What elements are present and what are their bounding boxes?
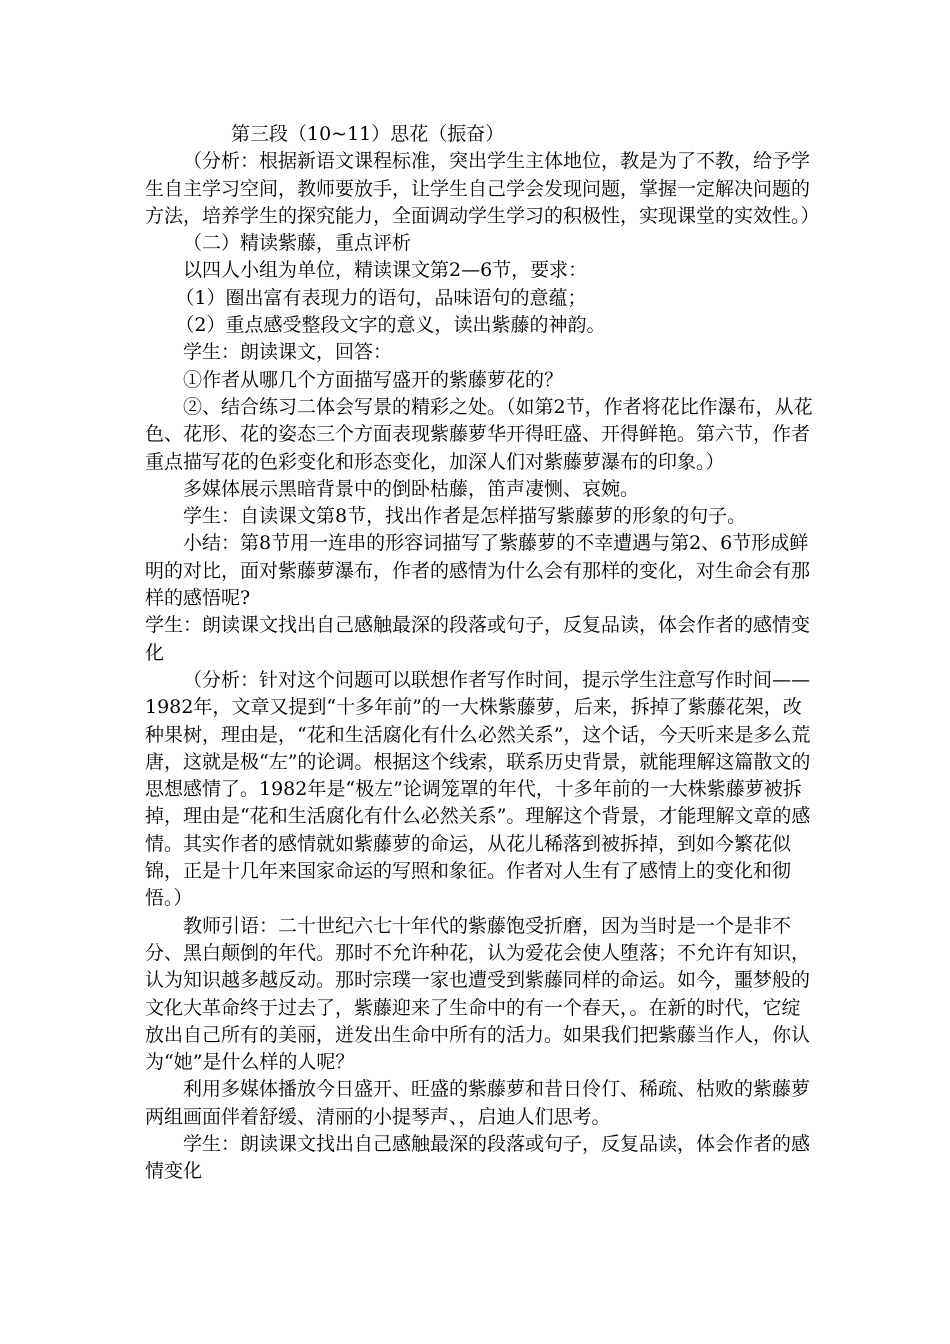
teacher-introduction: 教师引语：二十世纪六七十年代的紫藤饱受折磨，因为当时是一个是非不分、黑白颠倒的年代。那时不允许种花，认为爱花会使人堕落；不允许有知识，认为知识越多越反动。那时宗璞一家也遭受到紫藤同样的命运。如今，噩梦般的文化大革命终于过去了，紫藤迎来了生命中的有一个春天，。在新的时代，它绽放出自己所有的美丽，迸发出生命中所有的活力。如果我们把紫藤当作人，你认为“她”是什么样的人呢？ bbox=[145, 914, 811, 1074]
requirement-item-1: （1）圈出富有表现力的语句，品味语句的意蕴； bbox=[175, 286, 587, 309]
document-body bbox=[145, 121, 820, 1186]
student-activity: 学生：朗读课文，回答： bbox=[183, 341, 393, 364]
summary-paragraph: 小结：第8节用一连串的形容词描写了紫藤萝的不幸遭遇与第2、6节形成鲜明的对比，面对紫藤萝瀑布，作者的感情为什么会有那样的变化，对生命会有那样的感悟呢? bbox=[145, 532, 811, 610]
subsection-heading: （二）精读紫藤，重点评析 bbox=[183, 232, 412, 255]
section-heading: 第三段（10~11）思花（振奋） bbox=[231, 123, 505, 145]
student-reflection-2: 学生：朗读课文找出自己感触最深的段落或句子，反复品读，体会作者的感情变化 bbox=[145, 1132, 811, 1183]
student-reflection: 学生：朗读课文找出自己感触最深的段落或句子，反复品读，体会作者的感情变化 bbox=[145, 614, 811, 664]
requirement-item-2: （2）重点感受整段文字的意义，读出紫藤的神韵。 bbox=[175, 314, 606, 337]
task-instruction: 以四人小组为单位，精读课文第2—6节，要求： bbox=[183, 259, 588, 282]
student-reading-task: 学生：自读课文第8节，找出作者是怎样描写紫藤萝的形象的句子。 bbox=[183, 505, 747, 528]
question-1: ①作者从哪几个方面描写盛开的紫藤萝花的？ bbox=[183, 368, 564, 391]
analysis-paragraph-2: （分析：针对这个问题可以联想作者写作时间，提示学生注意写作时间——1982年，文章又提到“十多年前”的一大株紫藤萝，后来，拆掉了紫藤花架，改种果树，理由是，“花和生活腐化有什么必然关系”，这个话，今天听来是多么荒唐，这就是极“左”的论调。根据这个线索，联系历史背景，就能理解这篇散文的思想感情了。1982年是“极左”论调笼罩的年代，十多年前的一大株紫藤萝被拆掉，理由是“花和生活腐化有什么必然关系”。理解这个背景，才能理解文章的感情。其实作者的感情就如紫藤萝的命运，从花儿稀落到被拆掉，到如今繁花似锦，正是十几年来国家命运的写照和象征。作者对人生有了感情上的变化和彻悟。） bbox=[145, 668, 811, 910]
question-2: ②、结合练习二体会写景的精彩之处。（如第2节，作者将花比作瀑布，从花色、花形、花的姿态三个方面表现紫藤萝华开得旺盛、开得鲜艳。第六节，作者重点描写花的色彩变化和形态变化，加深人们对紫藤萝瀑布的印象。） bbox=[145, 395, 813, 473]
analysis-paragraph: （分析：根据新语文课程标准，突出学生主体地位，教是为了不教，给予学生自主学习空间，教师要放手，让学生自己学会发现问题，掌握一定解决问题的方法，培养学生的探究能力，全面调动学生学习的积极性，实现课堂的实效性。） bbox=[145, 150, 820, 227]
multimedia-note: 多媒体展示黑暗背景中的倒卧枯藤，笛声凄恻、哀婉。 bbox=[183, 477, 640, 500]
multimedia-playback: 利用多媒体播放今日盛开、旺盛的紫藤萝和昔日伶仃、稀疏、枯败的紫藤萝两组画面伴着舒缓、清丽的小提琴声、，启迪人们思考。 bbox=[145, 1078, 811, 1128]
